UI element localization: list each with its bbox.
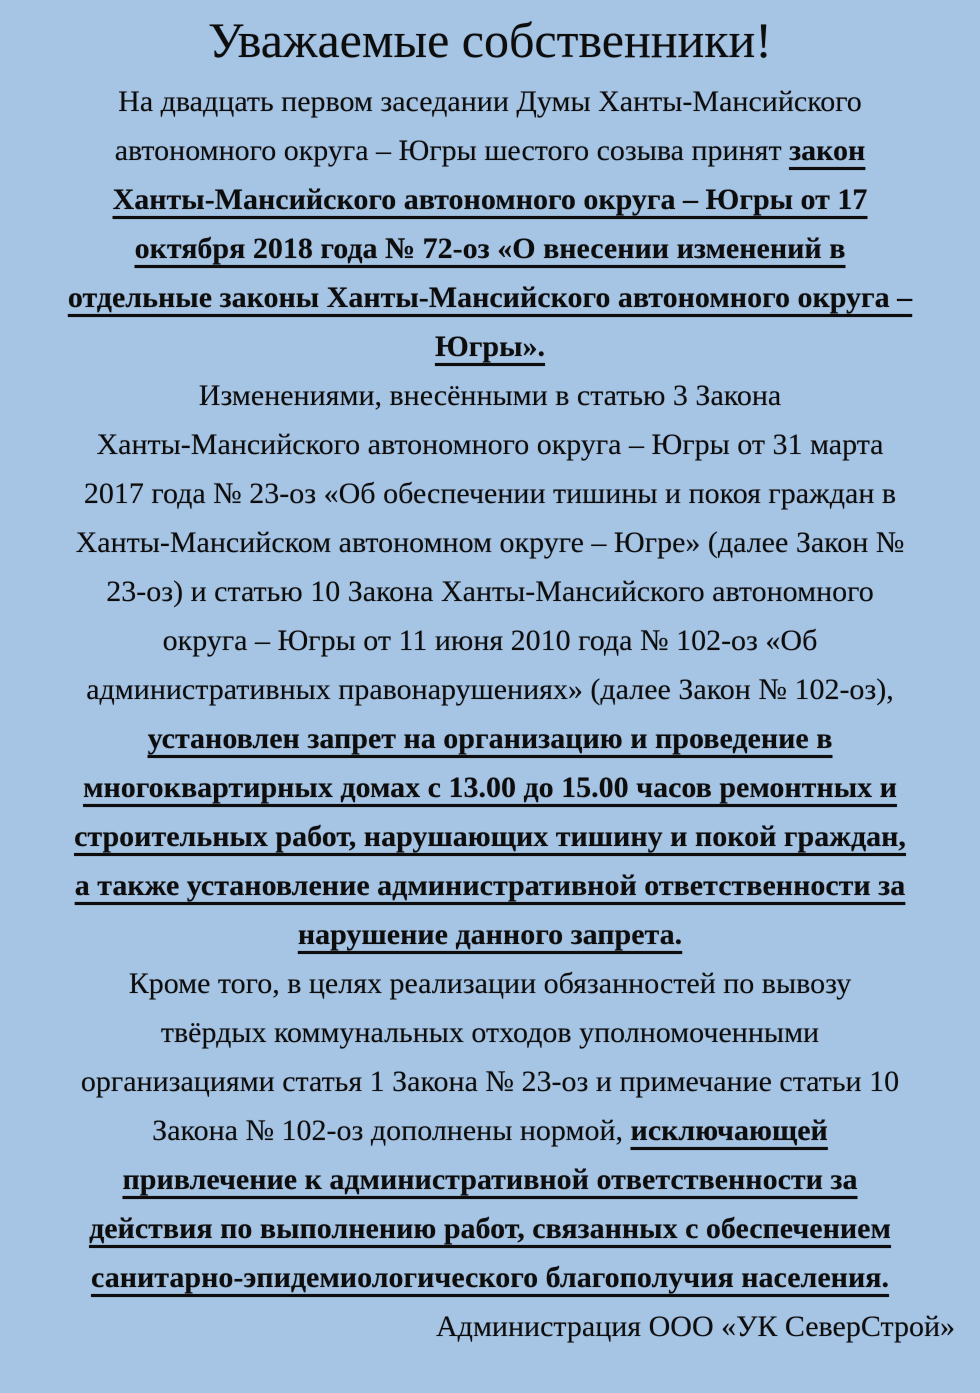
body-text: округа – Югры от 11 июня 2010 года № 102-оз «Об	[162, 624, 818, 657]
notice-line	[0, 567, 980, 616]
body-text: твёрдых коммунальных отходов уполномоченными	[160, 1016, 820, 1049]
notice-line	[0, 910, 980, 959]
body-text: 2017 года № 23-оз «Об обеспечении тишины и покоя граждан в	[83, 477, 897, 510]
notice-line	[0, 77, 980, 126]
notice-line	[0, 371, 980, 420]
emphasized-text: октября 2018 года № 72-оз «О внесении изменений в	[134, 232, 846, 265]
notice-line	[0, 1155, 980, 1204]
emphasized-text: установлен запрет на организацию и проведение в	[147, 722, 833, 755]
body-text: 23-оз) и статью 10 Закона Ханты-Мансийского автономного	[106, 575, 874, 608]
emphasized-text: строительных работ, нарушающих тишину и покой граждан,	[74, 820, 906, 853]
body-text: Изменениями, внесёнными в статью 3 Закона	[198, 379, 782, 412]
notice-line	[0, 1253, 980, 1302]
body-text: Ханты-Мансийском автономном округе – Югре» (далее Закон №	[75, 526, 905, 559]
notice-line	[0, 763, 980, 812]
notice-line	[0, 273, 980, 322]
emphasized-text: Югры».	[434, 330, 545, 363]
body-text: административных правонарушениях» (далее Закон № 102-оз),	[86, 673, 894, 706]
notice-line	[0, 616, 980, 665]
notice-line	[0, 1204, 980, 1253]
notice-title: Уважаемые собственники!	[208, 12, 772, 68]
notice-line	[0, 175, 980, 224]
emphasized-text: закон	[789, 134, 866, 167]
notice-line	[0, 1106, 980, 1155]
notice-line	[0, 469, 980, 518]
notice-line	[0, 861, 980, 910]
notice-line	[0, 812, 980, 861]
emphasized-text: нарушение данного запрета.	[297, 918, 683, 951]
emphasized-text: а также установление административной ответственности за	[74, 869, 906, 902]
body-text: Ханты-Мансийского автономного округа – Югры от 31 марта	[96, 428, 884, 461]
emphasized-text: санитарно-эпидемиологического благополучия населения.	[91, 1261, 889, 1294]
body-text: Закона № 102-оз дополнены нормой,	[152, 1114, 631, 1147]
emphasized-text: действия по выполнению работ, связанных с обеспечением	[89, 1212, 891, 1245]
notice-line	[0, 1008, 980, 1057]
notice-line	[0, 126, 980, 175]
body-text: автономного округа – Югры шестого созыва принят	[114, 134, 790, 167]
notice-line	[0, 665, 980, 714]
notice-line	[0, 420, 980, 469]
notice-line	[0, 224, 980, 273]
notice-line	[0, 322, 980, 371]
body-text: Кроме того, в целях реализации обязанностей по вывозу	[128, 967, 852, 1000]
emphasized-text: отдельные законы Ханты-Мансийского автономного округа –	[67, 281, 913, 314]
notice-line	[0, 518, 980, 567]
emphasized-text: исключающей	[630, 1114, 828, 1147]
body-text: На двадцать первом заседании Думы Ханты-Мансийского	[118, 85, 862, 118]
emphasized-text: привлечение к административной ответственности за	[122, 1163, 858, 1196]
emphasized-text: Ханты-Мансийского автономного округа – Югры от 17	[112, 183, 868, 216]
notice-line	[0, 959, 980, 1008]
notice-line	[0, 1057, 980, 1106]
notice-signature: Администрация ООО «УК СеверСтрой»	[436, 1310, 955, 1343]
notice-line	[0, 714, 980, 763]
notice-body	[0, 77, 980, 1302]
emphasized-text: многоквартирных домах с 13.00 до 15.00 часов ремонтных и	[83, 771, 897, 804]
body-text: организациями статья 1 Закона № 23-оз и примечание статьи 10	[80, 1065, 900, 1098]
